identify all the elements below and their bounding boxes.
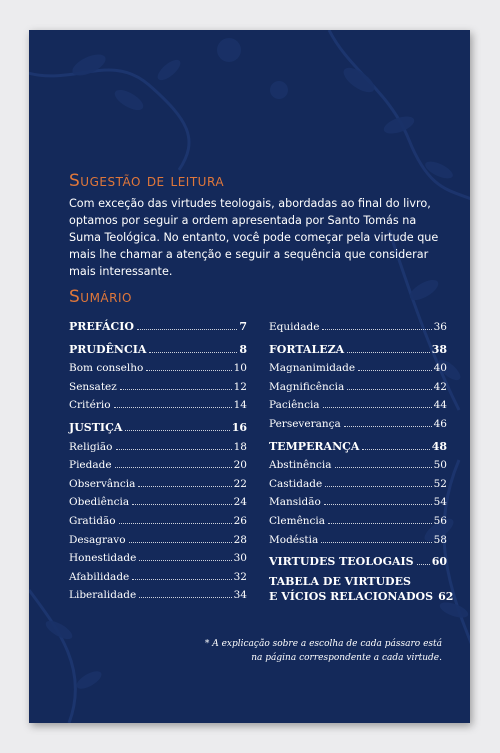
toc-entry[interactable] bbox=[269, 553, 447, 572]
toc-entry-label: JUSTIÇA bbox=[69, 420, 123, 434]
toc-entry[interactable] bbox=[69, 341, 247, 360]
dot-leader bbox=[362, 449, 429, 450]
toc-entry[interactable] bbox=[269, 493, 447, 512]
toc-entry[interactable] bbox=[69, 531, 247, 550]
toc-entry[interactable] bbox=[269, 475, 447, 494]
toc-entry-label: Magnanimidade bbox=[269, 362, 356, 375]
toc-entry[interactable] bbox=[69, 475, 247, 494]
toc-entry-page: 54 bbox=[433, 496, 447, 509]
toc-entry-page: 16 bbox=[231, 420, 247, 434]
toc-entry-label: Castidade bbox=[269, 477, 323, 490]
toc-entry-page: 40 bbox=[433, 362, 447, 375]
dot-leader bbox=[325, 486, 431, 487]
dot-leader bbox=[120, 389, 232, 390]
toc-entry-page: 34 bbox=[233, 589, 247, 602]
toc-entry[interactable] bbox=[69, 568, 247, 587]
toc-entry-label: Obediência bbox=[69, 496, 130, 509]
dot-leader bbox=[358, 370, 432, 371]
toc-entry[interactable] bbox=[269, 378, 447, 397]
toc-entry-label: VIRTUDES TEOLOGAIS bbox=[269, 555, 414, 569]
toc-entry[interactable] bbox=[69, 586, 247, 605]
toc-entry-label: PRUDÊNCIA bbox=[69, 342, 147, 356]
toc-entry-page: 26 bbox=[233, 514, 247, 527]
toc-entry-page: 48 bbox=[431, 439, 447, 453]
toc-entry[interactable] bbox=[69, 438, 247, 457]
toc-entry-label: Paciência bbox=[269, 399, 320, 412]
dot-leader bbox=[114, 407, 232, 408]
dot-leader bbox=[321, 542, 431, 543]
toc-entry-label: Mansidão bbox=[269, 496, 321, 509]
toc-entry-page: 10 bbox=[233, 362, 247, 375]
dot-leader bbox=[324, 504, 432, 505]
dot-leader bbox=[323, 407, 432, 408]
dot-leader bbox=[129, 542, 232, 543]
dot-leader bbox=[146, 370, 231, 371]
toc-entry-label: FORTALEZA bbox=[269, 342, 345, 356]
toc-entry[interactable] bbox=[69, 396, 247, 415]
toc-entry-page: 8 bbox=[239, 342, 247, 356]
toc-title: Sumário bbox=[69, 287, 132, 307]
toc-entry[interactable] bbox=[69, 456, 247, 475]
toc-entry[interactable] bbox=[69, 359, 247, 378]
toc-entry-label: Bom conselho bbox=[69, 362, 144, 375]
toc-entry-label: Critério bbox=[69, 399, 111, 412]
toc-entry[interactable] bbox=[69, 512, 247, 531]
toc-entry[interactable] bbox=[269, 456, 447, 475]
toc-entry-label-line1: TABELA DE VIRTUDES bbox=[269, 574, 411, 588]
book-page bbox=[29, 30, 470, 723]
toc-entry-page: 18 bbox=[233, 440, 247, 453]
dot-leader bbox=[138, 486, 231, 487]
toc-entry-page: 20 bbox=[233, 459, 247, 472]
toc-entry[interactable] bbox=[269, 359, 447, 378]
toc-entry[interactable] bbox=[269, 438, 447, 457]
toc-entry-label: Desagravo bbox=[69, 533, 126, 546]
toc-entry-label: Piedade bbox=[69, 459, 112, 472]
toc-entry-page: 46 bbox=[433, 417, 447, 430]
toc-entry-label: Liberalidade bbox=[69, 589, 137, 602]
toc-entry-page: 22 bbox=[233, 477, 247, 490]
dot-leader bbox=[139, 560, 231, 561]
dot-leader bbox=[125, 430, 229, 431]
dot-leader bbox=[132, 504, 232, 505]
dot-leader bbox=[132, 579, 231, 580]
toc-entry-label: TEMPERANÇA bbox=[269, 439, 360, 453]
toc-entry-page: 32 bbox=[233, 570, 247, 583]
toc-entry[interactable] bbox=[269, 512, 447, 531]
toc-entry[interactable] bbox=[69, 378, 247, 397]
toc-right-column bbox=[269, 318, 454, 604]
toc-entry[interactable] bbox=[269, 415, 447, 434]
toc-entry-label: Honestidade bbox=[69, 552, 137, 565]
toc-entry[interactable] bbox=[269, 396, 447, 415]
toc-entry-page: 38 bbox=[431, 342, 447, 356]
toc-entry[interactable] bbox=[269, 318, 447, 337]
toc-entry-page: 52 bbox=[433, 477, 447, 490]
toc-entry-page: 60 bbox=[431, 555, 447, 569]
toc-entry-page: 30 bbox=[233, 552, 247, 565]
toc-entry-page: 50 bbox=[433, 459, 447, 472]
dot-leader bbox=[347, 352, 430, 353]
dot-leader bbox=[115, 467, 232, 468]
toc-entry[interactable] bbox=[269, 531, 447, 550]
toc-entry-label: Afabilidade bbox=[69, 570, 130, 583]
toc-entry-label-line2: E VÍCIOS RELACIONADOS bbox=[269, 589, 434, 603]
toc-entry-page: 62 bbox=[438, 589, 454, 603]
suggestion-text: Com exceção das virtudes teologais, abordadas ao final do livro, optamos por seguir a ordem apresentada por Santo Tomás na Suma Teológica. No entanto, você pode começar pela virtude que mais lhe chamar a atenção e seguir a sequência que considerar mais interessante. bbox=[69, 197, 439, 278]
dot-leader bbox=[344, 426, 432, 427]
dot-leader bbox=[119, 523, 232, 524]
toc-entry[interactable] bbox=[69, 419, 247, 438]
toc-entry-page: 58 bbox=[433, 533, 447, 546]
dot-leader bbox=[137, 329, 237, 330]
toc-entry-page: 56 bbox=[433, 514, 447, 527]
toc-entry[interactable] bbox=[69, 549, 247, 568]
toc-entry[interactable] bbox=[69, 493, 247, 512]
dot-leader bbox=[328, 523, 432, 524]
toc-left-column bbox=[69, 318, 247, 605]
toc-entry-label: Clemência bbox=[269, 514, 326, 527]
toc-entry-label: Magnificência bbox=[269, 380, 345, 393]
toc-entry-label: Perseverança bbox=[269, 417, 341, 430]
dot-leader bbox=[139, 597, 231, 598]
toc-entry-page: 44 bbox=[433, 399, 447, 412]
toc-entry-label: Abstinência bbox=[269, 459, 332, 472]
toc-entry-page: 14 bbox=[233, 399, 247, 412]
dot-leader bbox=[322, 329, 431, 330]
dot-leader bbox=[417, 564, 430, 565]
suggestion-title: Sugestão de leitura bbox=[69, 171, 225, 191]
dot-leader bbox=[149, 352, 237, 353]
dot-leader bbox=[347, 389, 431, 390]
toc-entry[interactable] bbox=[269, 574, 454, 604]
toc-entry-page: 24 bbox=[233, 496, 247, 509]
toc-entry-label: Sensatez bbox=[69, 380, 117, 393]
toc-entry-page: 36 bbox=[433, 321, 447, 333]
toc-entry-label: Religião bbox=[69, 440, 113, 453]
toc-entry-label: Equidade bbox=[269, 321, 320, 333]
toc-entry-label: PREFÁCIO bbox=[69, 320, 134, 333]
toc-entry-label: Modéstia bbox=[269, 533, 319, 546]
toc-entry[interactable] bbox=[69, 318, 247, 337]
toc-entry-page: 7 bbox=[239, 320, 247, 333]
toc-entry-label: Gratidão bbox=[69, 514, 116, 527]
footnote-line2: na página correspondente a cada virtude. bbox=[251, 653, 442, 663]
toc-entry-page: 42 bbox=[433, 380, 447, 393]
dot-leader bbox=[335, 467, 432, 468]
dot-leader bbox=[116, 449, 232, 450]
toc-entry-label: Observância bbox=[69, 477, 136, 490]
toc-entry-page: 28 bbox=[233, 533, 247, 546]
footnote-line1: * A explicação sobre a escolha de cada pássaro está bbox=[204, 639, 442, 649]
toc-entry[interactable] bbox=[269, 341, 447, 360]
footnote bbox=[205, 637, 442, 665]
toc-entry-page: 12 bbox=[233, 380, 247, 393]
